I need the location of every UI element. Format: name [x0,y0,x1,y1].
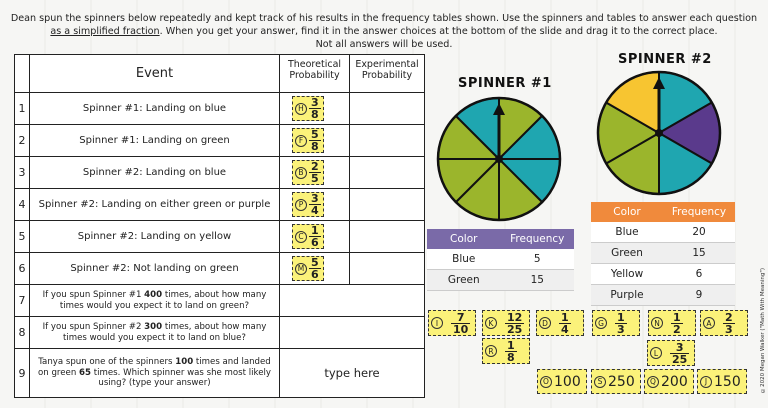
header-experimental: Experimental Probability [355,59,419,81]
question-row [15,348,424,397]
card-letter: K [485,317,497,329]
question-text [30,285,280,316]
card-fraction [559,312,571,335]
fraction-denominator: 3 [617,322,625,336]
type-here-field[interactable]: type here [324,366,380,380]
spinner2-title: SPINNER #2 [618,52,712,67]
freq-row [427,270,574,291]
answer-card[interactable] [700,310,748,336]
table-row [15,92,424,124]
card-letter: G [595,317,607,329]
fraction-numerator: 3 [311,96,319,109]
answer-card[interactable] [591,369,641,394]
freq-color: Yellow [610,268,644,280]
question-row [15,284,424,316]
experimental-cell[interactable] [350,221,424,252]
fraction-numerator: 5 [311,256,319,269]
card-letter: C [295,231,307,243]
card-value: 100 [554,373,581,390]
row-event: Spinner #1: Landing on green [30,125,280,156]
row-number: 8 [15,317,30,348]
answer-card[interactable] [536,310,584,336]
table-row [15,220,424,252]
freq-value: 15 [530,274,544,286]
table-row [15,188,424,220]
answer-card-placed[interactable] [292,256,324,281]
spinner1-title: SPINNER #1 [458,76,552,91]
freq-color: Green [611,247,643,259]
question-text [30,317,280,348]
card-fraction [505,312,524,335]
answer-card-placed[interactable] [292,192,324,217]
fraction-numerator: 1 [561,310,569,324]
answer-card-placed[interactable] [292,160,324,185]
experimental-cell[interactable] [350,93,424,124]
freq1-header-color: Color [450,233,478,245]
q-text: times and landed on green [38,357,271,378]
card-fraction [309,257,321,280]
theoretical-cell [280,93,350,124]
fraction-numerator: 1 [311,224,319,237]
card-letter: D [539,317,551,329]
question-text [30,349,280,397]
card-fraction [309,225,321,248]
header-event: Event [30,55,280,92]
card-letter: H [295,103,307,115]
table-header-row [15,55,424,92]
card-value: 150 [714,373,741,390]
answer-drop-cell[interactable] [280,317,424,348]
answer-card-placed[interactable] [292,96,324,121]
card-fraction [671,312,683,335]
card-letter: M [295,263,307,275]
fraction-denominator: 6 [311,236,319,249]
spinner2-frequency-table [591,202,735,306]
freq-row [591,243,735,264]
fraction-numerator: 2 [725,310,733,324]
q-text: If you spun Spinner #1 [42,290,145,300]
q-bold: 65 [79,367,91,378]
instructions-text-b: . When you get your answer, find it in the answer choices at the bottom of the slide and drag it to the correct place. [159,26,718,37]
fraction-denominator: 8 [311,108,319,121]
row-event: Spinner #2: Not landing on green [30,253,280,284]
fraction-denominator: 8 [507,350,515,364]
probability-table [14,54,425,398]
copyright: ©2020 Megan Walker ("Math With Meaning") [760,268,766,393]
freq-value: 15 [692,247,706,259]
card-fraction [451,312,470,335]
table-row [15,124,424,156]
answer-card[interactable] [482,310,530,336]
spinner1-freq-header [427,229,574,249]
instructions [6,12,762,51]
fraction-numerator: 7 [456,310,465,324]
answer-card[interactable] [482,338,530,364]
instructions-text-a: Dean spun the spinners below repeatedly and kept track of his results in the frequency tables shown. Use the spinners and tables to answer each question [10,13,758,24]
card-letter: Q [647,376,659,388]
q-bold: 100 [175,357,194,368]
freq-value: 6 [695,268,703,280]
row-event: Spinner #2: Landing on yellow [30,221,280,252]
card-fraction [615,312,627,335]
freq2-header-frequency: Frequency [671,206,727,218]
card-letter: A [703,317,715,329]
instructions-text-c: Not all answers will be used. [315,39,453,50]
theoretical-cell [280,157,350,188]
fraction-denominator: 2 [673,322,681,336]
card-fraction [670,342,689,365]
row-number: 3 [15,157,30,188]
theoretical-cell [280,125,350,156]
header-num-cell [15,55,30,92]
spinner2-freq-header [591,202,735,222]
freq-row [591,222,735,243]
q-text: Tanya spun one of the spinners [38,357,176,368]
card-fraction [723,312,735,335]
spinner1-graphic [436,96,562,222]
freq1-header-frequency: Frequency [510,233,565,245]
freq-color: Blue [452,253,476,265]
freq-value: 5 [533,253,541,265]
answer-card[interactable] [428,310,476,336]
answer-card[interactable] [647,340,695,366]
card-letter: F [295,135,307,147]
q-text: If you spun Spinner #2 [42,322,145,332]
freq-color: Purple [610,289,644,301]
experimental-cell[interactable] [350,253,424,284]
row-number: 1 [15,93,30,124]
freq-row [427,249,574,270]
freq2-header-color: Color [613,206,641,218]
fraction-numerator: 1 [673,310,681,324]
card-value: 200 [661,373,688,390]
theoretical-cell [280,221,350,252]
answer-card-placed[interactable] [292,224,324,249]
answer-card[interactable] [592,310,640,336]
fraction-denominator: 10 [453,322,469,336]
card-letter: S [594,376,606,388]
row-number: 2 [15,125,30,156]
instructions-underlined: as a simplified fraction [50,26,160,37]
row-number: 5 [15,221,30,252]
spinner2-graphic [596,70,722,196]
card-fraction [505,340,517,363]
answer-card[interactable] [648,310,696,336]
q-text: times. Which spinner was she most likely using? (type your answer) [91,367,271,389]
fraction-denominator: 25 [672,352,688,366]
experimental-cell[interactable] [350,157,424,188]
freq-row [591,264,735,285]
row-number: 6 [15,253,30,284]
card-letter: P [295,199,307,211]
freq-value: 20 [692,226,706,238]
freq-color: Blue [615,226,639,238]
fraction-denominator: 5 [311,172,319,185]
card-letter: O [540,376,552,388]
row-number: 9 [15,349,30,397]
card-letter: R [485,345,497,357]
q-text: times, about how many times would you expect it to land on green? [59,290,267,311]
card-fraction [309,193,321,216]
fraction-denominator: 8 [311,140,319,153]
table-row [15,156,424,188]
card-value: 250 [608,373,635,390]
row-number: 7 [15,285,30,316]
table-row [15,252,424,284]
freq-color: Green [447,274,480,286]
fraction-denominator: 6 [311,268,319,281]
fraction-denominator: 4 [561,322,569,336]
q-bold: 400 [144,290,163,300]
experimental-cell[interactable] [350,125,424,156]
card-fraction [309,97,321,120]
row-event: Spinner #2: Landing on blue [30,157,280,188]
fraction-numerator: 5 [311,128,319,141]
spinner1-frequency-table [427,229,574,291]
fraction-numerator: 2 [311,160,319,173]
answer-card[interactable] [537,369,587,394]
card-letter: J [700,376,712,388]
fraction-numerator: 1 [617,310,625,324]
card-letter: L [650,347,662,359]
header-theoretical: Theoretical Probability [280,55,350,92]
card-letter: N [651,317,663,329]
fraction-numerator: 3 [675,340,684,354]
answer-drop-cell[interactable] [280,285,424,316]
card-fraction [309,129,321,152]
card-fraction [309,161,321,184]
q-text: times, about how many times would you expect it to land on blue? [63,322,267,343]
fraction-denominator: 3 [725,322,733,336]
answer-card[interactable] [697,369,747,394]
answer-card[interactable] [644,369,694,394]
answer-card-placed[interactable] [292,128,324,153]
freq-row [591,285,735,306]
row-number: 4 [15,189,30,220]
freq-value: 9 [695,289,703,301]
experimental-cell[interactable] [350,189,424,220]
fraction-numerator: 1 [507,338,515,352]
question-row [15,316,424,348]
card-letter: I [431,317,443,329]
theoretical-cell [280,253,350,284]
fraction-numerator: 12 [507,310,523,324]
row-event: Spinner #2: Landing on either green or purple [30,189,280,220]
theoretical-cell [280,189,350,220]
fraction-numerator: 3 [311,192,319,205]
row-event: Spinner #1: Landing on blue [30,93,280,124]
fraction-denominator: 25 [507,322,523,336]
fraction-denominator: 4 [311,204,319,217]
card-letter: B [295,167,307,179]
q-bold: 300 [144,322,163,332]
